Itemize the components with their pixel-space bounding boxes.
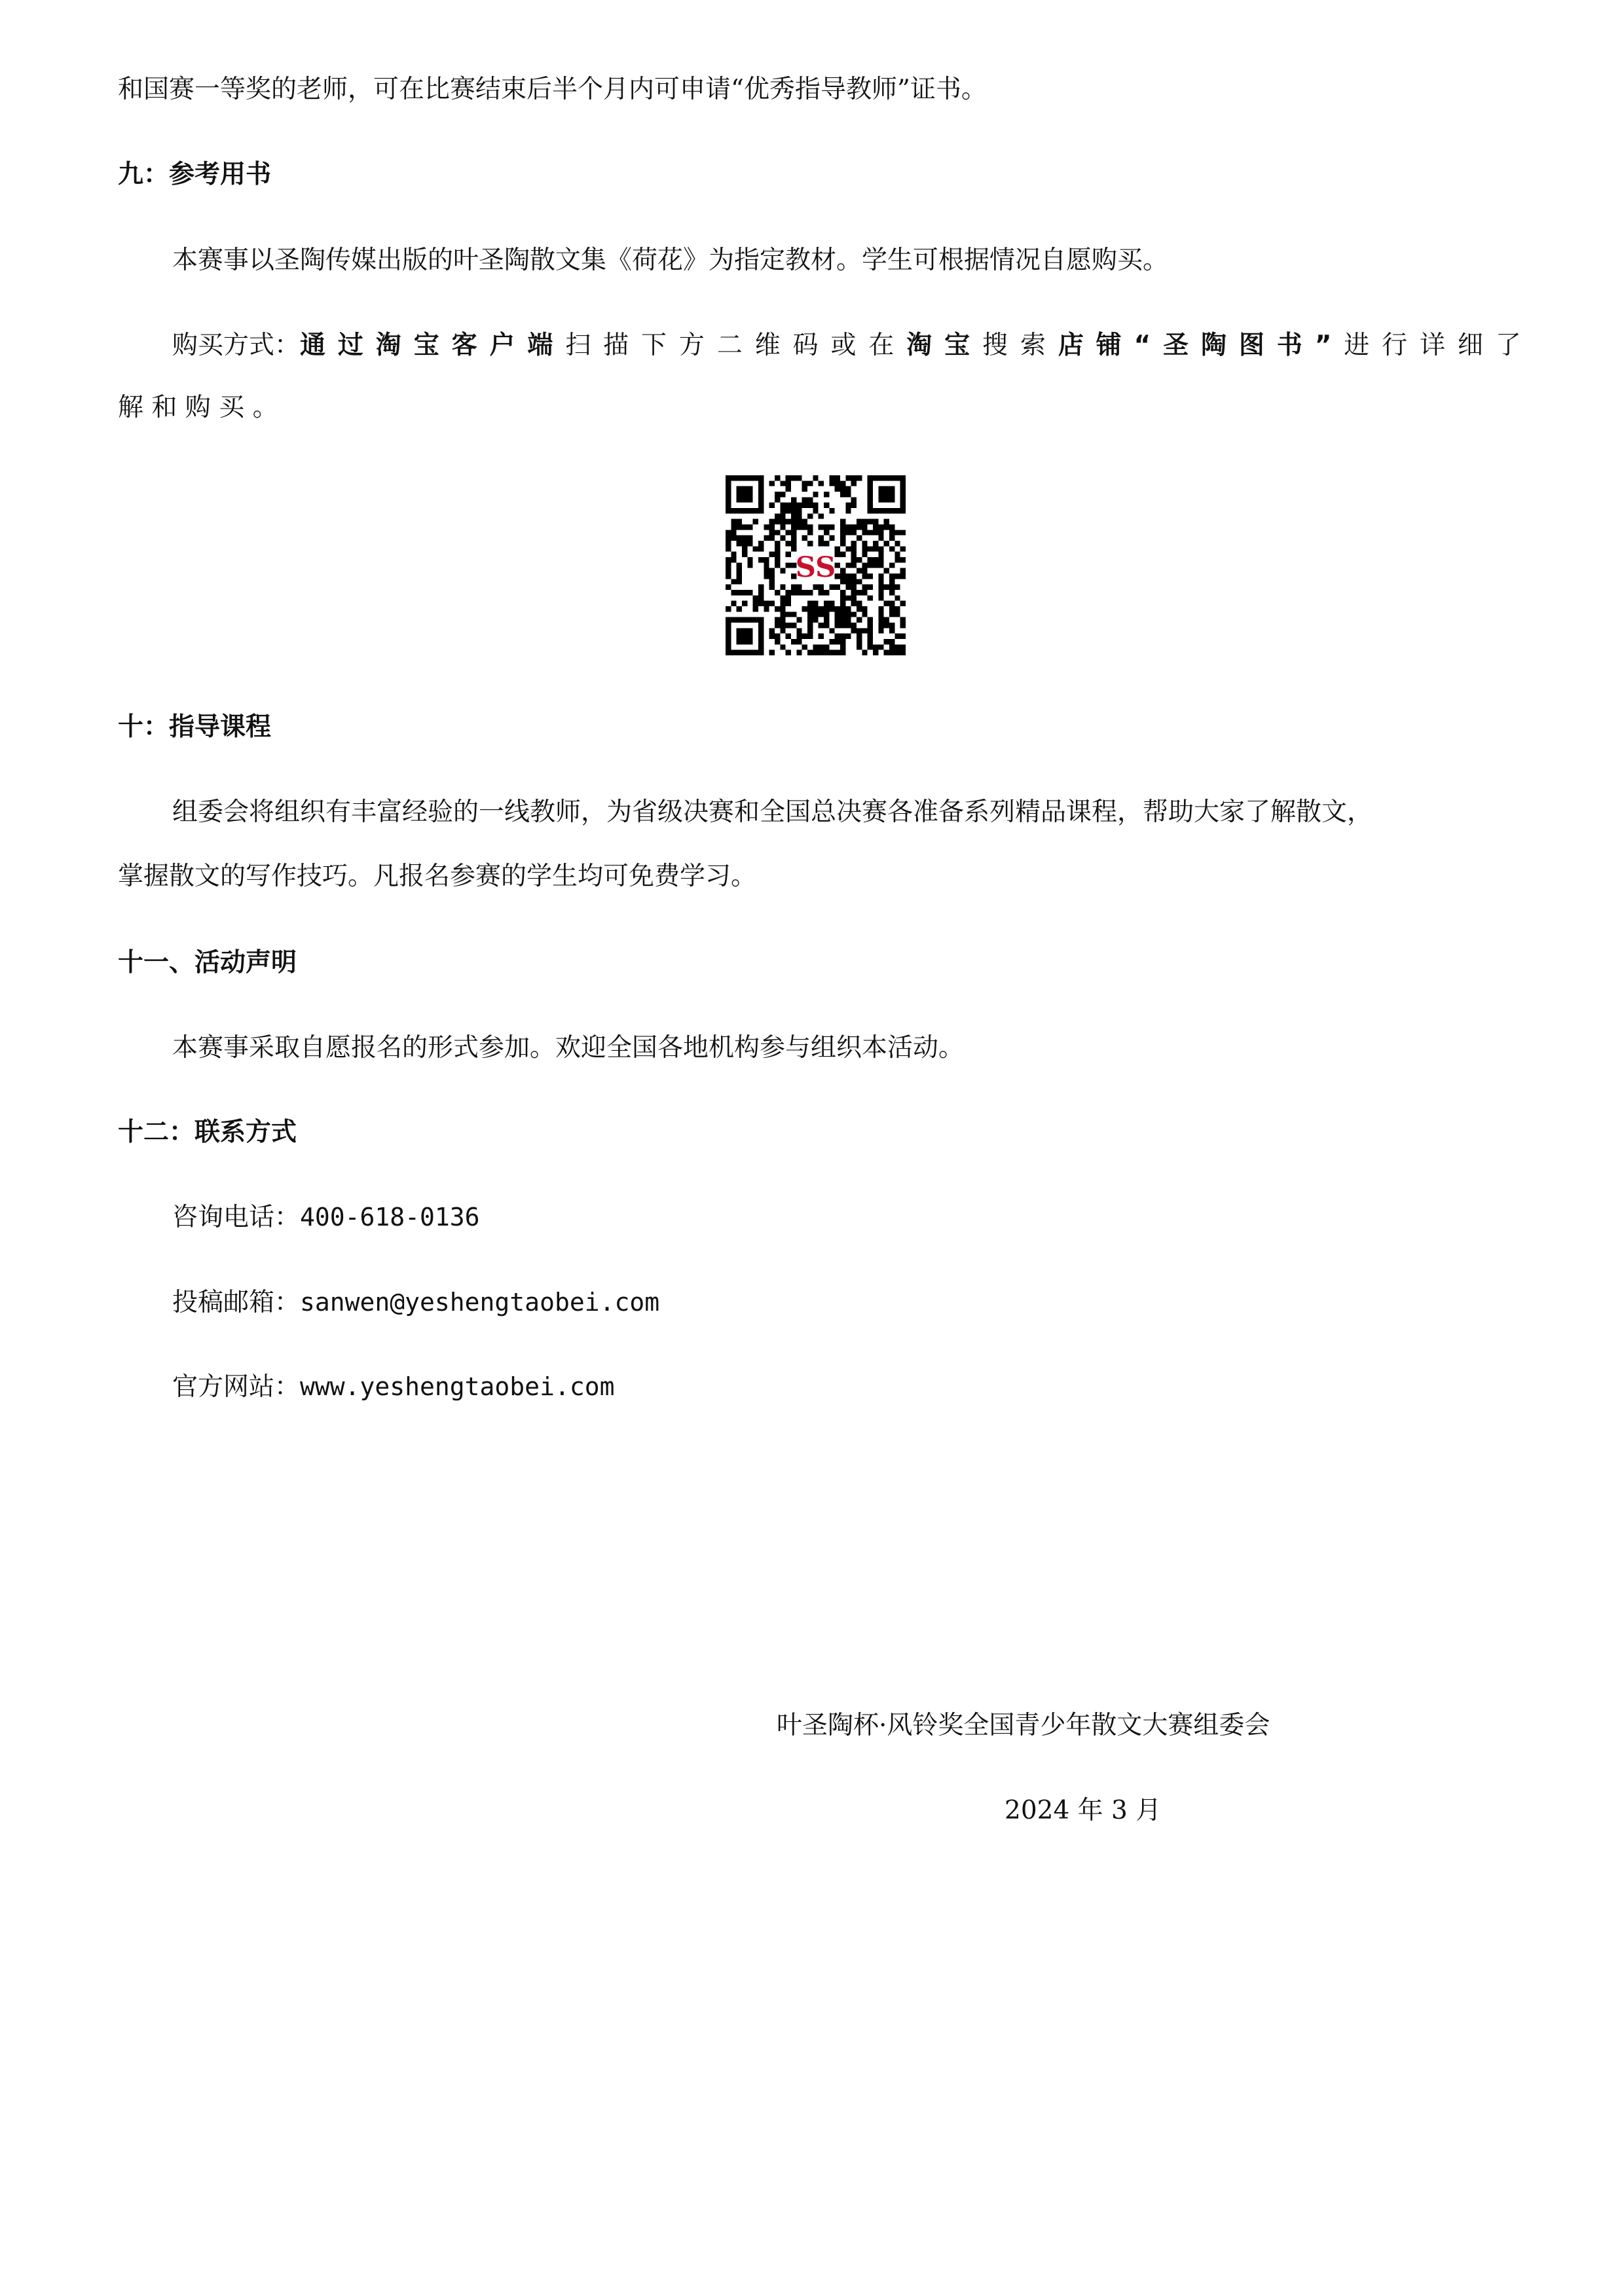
- purchase-char: 客: [451, 331, 477, 360]
- purchase-line-1: [172, 333, 1521, 358]
- purchase-char: 宝: [413, 331, 439, 360]
- qr-logo-ss: SS: [795, 551, 836, 584]
- purchase-char: 二: [716, 331, 743, 360]
- purchase-char: 行: [1382, 331, 1408, 360]
- section-10-paragraph-line-1: 组委会将组织有丰富经验的一线教师，为省级决赛和全国总决赛各准备系列精品课程，帮助大家了解散文，: [172, 797, 1373, 827]
- purchase-char: 搜: [982, 331, 1008, 360]
- website-url[interactable]: www.yeshengtaobei.com: [300, 1372, 615, 1401]
- purchase-char: 书: [1276, 331, 1302, 360]
- contact-phone-row: [172, 1205, 480, 1230]
- organizer-signature: 叶圣陶杯·风铃奖全国青少年散文大赛组委会: [777, 1711, 1270, 1740]
- purchase-char: 通: [300, 331, 326, 360]
- purchase-instructions: [300, 333, 1521, 358]
- section-11-paragraph: 本赛事采取自愿报名的形式参加。欢迎全国各地机构参与组织本活动。: [172, 1033, 965, 1063]
- purchase-char: 描: [603, 331, 629, 360]
- purchase-char: 端: [527, 331, 553, 360]
- purchase-char: 码: [792, 331, 819, 360]
- purchase-label: 购买方式：: [172, 331, 301, 360]
- section-9-paragraph: 本赛事以圣陶传媒出版的叶圣陶散文集《荷花》为指定教材。学生可根据情况自愿购买。: [172, 246, 1169, 275]
- purchase-char: 下: [641, 331, 667, 360]
- purchase-char: 店: [1058, 331, 1084, 360]
- section-9-heading: 九：参考用书: [118, 160, 272, 189]
- purchase-char: 扫: [565, 331, 591, 360]
- purchase-char: 或: [830, 331, 857, 360]
- purchase-char: 淘: [375, 331, 401, 360]
- section-12-heading: 十二：联系方式: [118, 1118, 297, 1147]
- taobao-qr-code: [726, 475, 906, 655]
- purchase-char: 细: [1457, 331, 1483, 360]
- purchase-char: 淘: [906, 331, 932, 360]
- phone-label: 咨询电话：: [172, 1203, 301, 1232]
- purchase-char: 宝: [944, 331, 970, 360]
- purchase-char: 在: [868, 331, 895, 360]
- purchase-char: 户: [489, 331, 515, 360]
- section-11-heading: 十一、活动声明: [118, 948, 297, 977]
- purchase-char: 方: [678, 331, 705, 360]
- section-10-paragraph-line-2: 掌握散文的写作技巧。凡报名参赛的学生均可免费学习。: [118, 862, 757, 891]
- section-10-heading: 十：指导课程: [118, 712, 272, 742]
- purchase-char: 索: [1020, 331, 1046, 360]
- purchase-char: 了: [1495, 331, 1521, 360]
- phone-number[interactable]: 400-618-0136: [300, 1203, 480, 1231]
- contact-email-row: [172, 1290, 659, 1315]
- purchase-char: 过: [337, 331, 363, 360]
- intro-line: 和国赛一等奖的老师，可在比赛结束后半个月内可申请“优秀指导教师”证书。: [118, 75, 987, 104]
- purchase-line-2: 解 和 购 买 。: [118, 393, 278, 422]
- purchase-char: 维: [754, 331, 781, 360]
- email-address[interactable]: sanwen@yeshengtaobei.com: [300, 1288, 660, 1317]
- purchase-char: 圣: [1163, 331, 1189, 360]
- email-label: 投稿邮箱：: [172, 1288, 301, 1317]
- signature-date: 2024 年 3 月: [1005, 1796, 1162, 1825]
- purchase-char: 陶: [1201, 331, 1227, 360]
- purchase-char: ”: [1314, 331, 1332, 360]
- purchase-char: 图: [1238, 331, 1264, 360]
- purchase-char: 铺: [1096, 331, 1122, 360]
- purchase-char: 进: [1344, 331, 1370, 360]
- purchase-char: “: [1134, 331, 1151, 360]
- website-label: 官方网站：: [172, 1372, 301, 1402]
- contact-website-row: [172, 1374, 614, 1400]
- purchase-char: 详: [1419, 331, 1445, 360]
